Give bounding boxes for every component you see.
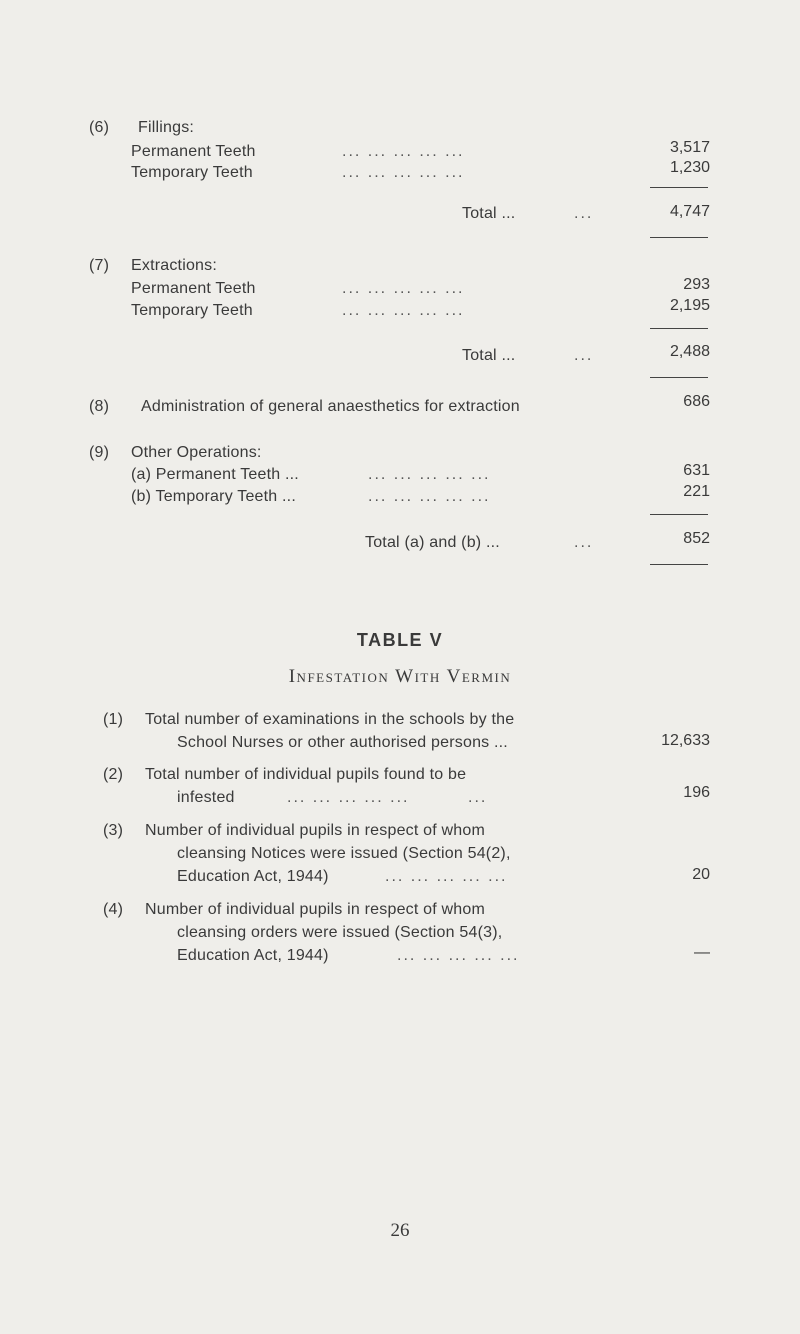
row-value: 631: [683, 462, 710, 479]
leader-dots: ... ... ... ... ...: [287, 789, 410, 806]
item-value: —: [694, 944, 710, 961]
total-label: Total (a) and (b) ...: [365, 534, 500, 551]
item-text: cleansing orders were issued (Section 54(3),: [177, 924, 503, 941]
row-value: 221: [683, 483, 710, 500]
item-text: Number of individual pupils in respect of whom: [145, 901, 486, 918]
leader-dots: ... ... ... ... ...: [385, 868, 508, 885]
row-label: Permanent Teeth: [131, 280, 256, 297]
row-label: (a) Permanent Teeth ...: [131, 466, 299, 483]
section-number: (9): [89, 444, 110, 461]
item-value: 12,633: [661, 732, 710, 749]
table-title: TABLE V: [356, 630, 444, 650]
row-value: 686: [683, 393, 710, 410]
item-text: Number of individual pupils in respect of whom: [145, 822, 486, 839]
total-label: Total ...: [462, 205, 516, 222]
item-number: (1): [103, 711, 124, 728]
leader-dots: ... ... ... ... ...: [397, 947, 520, 964]
section-heading: Fillings:: [138, 119, 195, 136]
total-value: 4,747: [669, 203, 710, 220]
leader-dots: ... ... ... ... ...: [368, 466, 491, 483]
item-number: (2): [103, 766, 124, 783]
total-label: Total ...: [462, 347, 516, 364]
row-value: 3,517: [669, 139, 710, 156]
row-label: (b) Temporary Teeth ...: [131, 488, 296, 505]
divider: [650, 187, 708, 188]
row-value: 293: [683, 276, 710, 293]
section-number: (8): [89, 398, 110, 415]
item-text: Education Act, 1944): [177, 868, 329, 885]
row-label: Administration of general anaesthetics for extraction: [141, 398, 520, 415]
item-text: cleansing Notices were issued (Section 54(2),: [177, 845, 511, 862]
leader-dots: ...: [574, 347, 594, 364]
page-number: 26: [390, 1220, 410, 1241]
leader-dots: ... ... ... ... ...: [368, 488, 491, 505]
section-heading: Other Operations:: [131, 444, 262, 461]
leader-dots: ...: [468, 789, 488, 806]
row-value: 2,195: [669, 297, 710, 314]
item-text: infested: [177, 789, 235, 806]
leader-dots: ...: [574, 534, 594, 551]
leader-dots: ... ... ... ... ...: [342, 143, 465, 160]
item-value: 196: [683, 784, 710, 801]
section-number: (7): [89, 257, 110, 274]
total-value: 852: [683, 530, 710, 547]
table-subtitle: Infestation With Vermin: [288, 666, 512, 687]
divider: [650, 514, 708, 515]
divider: [650, 564, 708, 565]
row-label: Temporary Teeth: [131, 302, 253, 319]
item-number: (4): [103, 901, 124, 918]
row-label: Temporary Teeth: [131, 164, 253, 181]
section-number: (6): [89, 119, 110, 136]
leader-dots: ...: [574, 205, 594, 222]
row-label: Permanent Teeth: [131, 143, 256, 160]
item-number: (3): [103, 822, 124, 839]
item-text: Total number of individual pupils found to be: [145, 766, 467, 783]
leader-dots: ... ... ... ... ...: [342, 302, 465, 319]
item-text: Education Act, 1944): [177, 947, 329, 964]
leader-dots: ... ... ... ... ...: [342, 164, 465, 181]
divider: [650, 237, 708, 238]
item-text: Total number of examinations in the schools by the: [145, 711, 515, 728]
divider: [650, 377, 708, 378]
item-text: School Nurses or other authorised persons ...: [177, 734, 508, 751]
item-value: 20: [692, 866, 710, 883]
total-value: 2,488: [669, 343, 710, 360]
divider: [650, 328, 708, 329]
row-value: 1,230: [669, 159, 710, 176]
section-heading: Extractions:: [131, 257, 217, 274]
leader-dots: ... ... ... ... ...: [342, 280, 465, 297]
